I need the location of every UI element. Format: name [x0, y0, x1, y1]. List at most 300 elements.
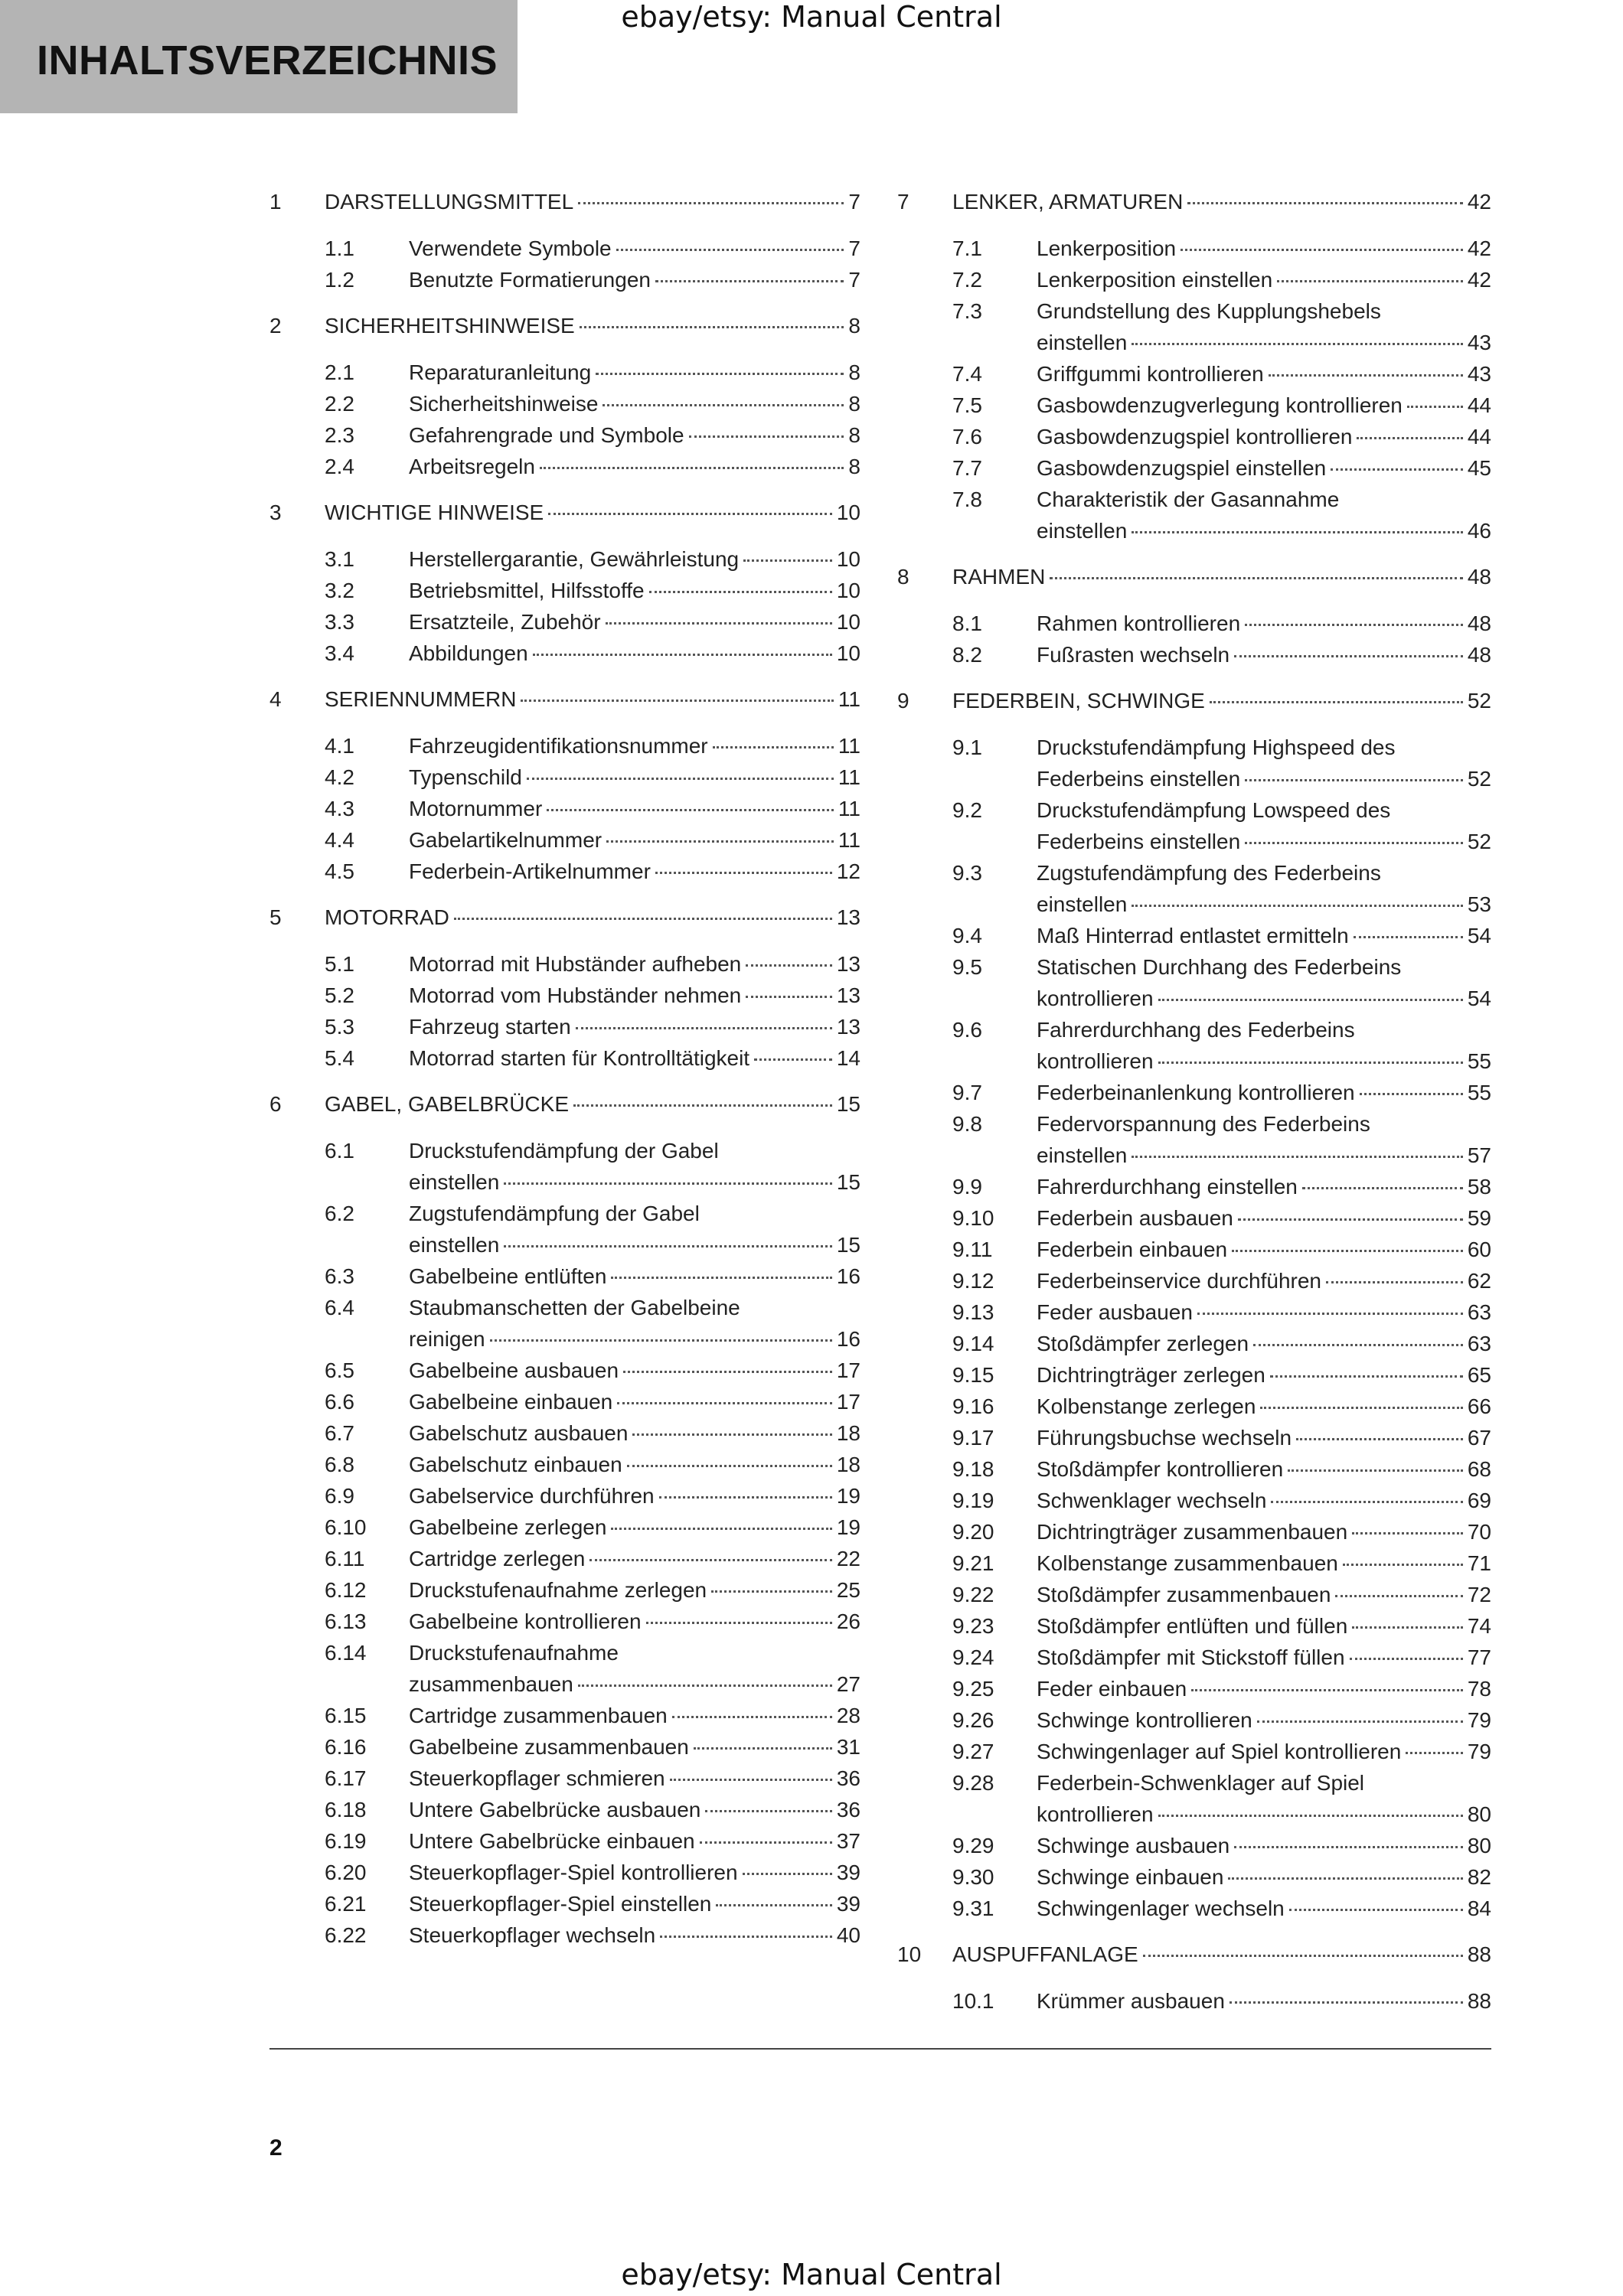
- chapter-number: 6: [269, 1092, 282, 1116]
- section-title: Gabelbeine kontrollieren: [409, 1609, 642, 1633]
- section-page: 8: [848, 423, 860, 447]
- toc-chapter-entry[interactable]: [269, 497, 860, 528]
- section-number: 9.17: [952, 1426, 994, 1450]
- toc-section-entry[interactable]: [897, 1861, 1491, 1893]
- dot-leader: [611, 1525, 831, 1530]
- section-title: Schwingenlager auf Spiel kontrollieren: [1037, 1740, 1402, 1763]
- toc-section-entry[interactable]: [897, 295, 1491, 358]
- section-title: Gabelschutz ausbauen: [409, 1421, 629, 1445]
- toc-section-entry[interactable]: [897, 1673, 1491, 1704]
- dot-leader: [1331, 465, 1463, 471]
- dot-leader: [1253, 1341, 1463, 1346]
- section-page: 54: [1467, 924, 1491, 947]
- toc-section-entry[interactable]: [269, 357, 860, 388]
- section-title: Gabelbeine entlüften: [409, 1264, 607, 1288]
- section-title: Grundstellung des Kupplungshebels: [1037, 299, 1381, 323]
- section-title: Schwenklager wechseln: [1037, 1489, 1267, 1512]
- section-number: 6.7: [325, 1421, 354, 1445]
- dot-leader: [659, 1493, 832, 1499]
- toc-section-entry[interactable]: [897, 1234, 1491, 1265]
- toc-section-entry[interactable]: [269, 1825, 860, 1857]
- dot-leader: [1245, 839, 1463, 844]
- toc-section-entry[interactable]: [269, 1261, 860, 1292]
- dot-leader: [743, 1870, 832, 1875]
- dot-leader: [1132, 902, 1463, 907]
- section-title: Gabelbeine ausbauen: [409, 1358, 619, 1382]
- toc-chapter-entry[interactable]: [269, 684, 860, 715]
- toc-section-entry[interactable]: [897, 1391, 1491, 1422]
- toc-section-entry[interactable]: [897, 639, 1491, 670]
- section-page: 36: [836, 1798, 860, 1821]
- watermark-top: ebay/etsy: Manual Central: [621, 0, 1002, 34]
- dot-leader: [1245, 776, 1463, 781]
- dot-leader: [603, 401, 844, 406]
- toc-section-list: [897, 233, 1491, 546]
- section-number: 10.1: [952, 1989, 994, 2013]
- section-page: 62: [1467, 1269, 1491, 1293]
- toc-section-entry[interactable]: [269, 1574, 860, 1606]
- section-title: Steuerkopflager wechseln: [409, 1923, 656, 1947]
- toc-section-entry[interactable]: [269, 1135, 860, 1198]
- toc-section-entry[interactable]: [269, 980, 860, 1011]
- toc-section-entry[interactable]: [897, 421, 1491, 452]
- section-title: Lenkerposition: [1037, 236, 1177, 260]
- section-title: Motorrad starten für Kontrolltätigkeit: [409, 1046, 750, 1070]
- section-number: 9.9: [952, 1175, 982, 1199]
- toc-section-entry[interactable]: [897, 1108, 1491, 1171]
- toc-section-entry[interactable]: [269, 762, 860, 793]
- section-page: 67: [1467, 1426, 1491, 1450]
- section-number: 9.8: [952, 1112, 982, 1136]
- section-page: 55: [1467, 1081, 1491, 1104]
- section-title: Federvorspannung des Federbeins: [1037, 1112, 1370, 1136]
- chapter-number: 5: [269, 905, 282, 929]
- page-number: 2: [269, 2135, 282, 2161]
- dot-leader: [1407, 403, 1463, 408]
- section-page: 82: [1467, 1865, 1491, 1889]
- toc-section-entry[interactable]: [897, 1265, 1491, 1296]
- toc-section-entry[interactable]: [269, 1857, 860, 1888]
- chapter-number: 10: [897, 1942, 922, 1966]
- toc-section-entry[interactable]: [269, 606, 860, 638]
- toc-section-entry[interactable]: [897, 1893, 1491, 1924]
- section-title: Fahrerdurchhang einstellen: [1037, 1175, 1298, 1199]
- page-title: INHALTSVERZEICHNIS: [37, 38, 498, 83]
- section-page: 27: [836, 1672, 860, 1696]
- toc-section-entry[interactable]: [269, 233, 860, 264]
- toc-section-entry[interactable]: [269, 1637, 860, 1700]
- chapter-number: 2: [269, 314, 282, 338]
- section-title: Druckstufendämpfung der Gabel: [409, 1139, 719, 1163]
- section-number: 6.15: [325, 1704, 367, 1727]
- toc-section-entry[interactable]: [897, 390, 1491, 421]
- section-number: 3.2: [325, 579, 354, 602]
- toc-section-entry[interactable]: [269, 1417, 860, 1449]
- section-number: 6.10: [325, 1515, 367, 1539]
- section-page: 39: [836, 1892, 860, 1916]
- toc-section-entry[interactable]: [897, 1579, 1491, 1610]
- section-number: 7.2: [952, 268, 982, 292]
- toc-section-entry[interactable]: [897, 1548, 1491, 1579]
- toc-chapter-entry[interactable]: [269, 311, 860, 341]
- section-title: Motorrad mit Hubständer aufheben: [409, 952, 742, 976]
- section-number: 9.22: [952, 1583, 994, 1606]
- toc-section-entry[interactable]: [897, 1516, 1491, 1548]
- toc-section-entry[interactable]: [269, 1919, 860, 1951]
- section-number: 9.2: [952, 798, 982, 822]
- dot-leader: [1350, 1655, 1463, 1660]
- section-page: 11: [838, 734, 860, 758]
- section-title: Statischen Durchhang des Federbeins: [1037, 955, 1402, 979]
- toc-section-entry[interactable]: [269, 1198, 860, 1261]
- dot-leader: [504, 1179, 832, 1185]
- toc-section-entry[interactable]: [897, 1077, 1491, 1108]
- toc-section-entry[interactable]: [269, 1480, 860, 1512]
- section-number: 4.5: [325, 859, 354, 883]
- section-number: 5.4: [325, 1046, 354, 1070]
- section-title-continued: reinigen: [409, 1327, 485, 1351]
- toc-section-list: [897, 608, 1491, 670]
- section-page: 40: [836, 1923, 860, 1947]
- dot-leader: [754, 1055, 832, 1061]
- toc-section-entry[interactable]: [897, 1328, 1491, 1359]
- section-page: 25: [836, 1578, 860, 1602]
- toc-section-entry[interactable]: [269, 1449, 860, 1480]
- section-title: Benutzte Formatierungen: [409, 268, 651, 292]
- section-page: 8: [848, 392, 860, 416]
- section-page: 57: [1467, 1143, 1491, 1167]
- toc-section-entry[interactable]: [897, 233, 1491, 264]
- toc-section-entry[interactable]: [269, 730, 860, 762]
- toc-section-entry[interactable]: [269, 1292, 860, 1355]
- dot-leader: [670, 1776, 832, 1781]
- section-page: 37: [836, 1829, 860, 1853]
- section-page: 39: [836, 1861, 860, 1884]
- section-title: Stoßdämpfer mit Stickstoff füllen: [1037, 1645, 1345, 1669]
- dot-leader: [578, 199, 844, 204]
- toc-section-entry[interactable]: [269, 1512, 860, 1543]
- toc-section-entry[interactable]: [897, 1296, 1491, 1328]
- section-number: 5.3: [325, 1015, 354, 1039]
- dot-leader: [1352, 1623, 1463, 1629]
- section-page: 18: [836, 1453, 860, 1476]
- section-number: 9.30: [952, 1865, 994, 1889]
- section-page: 43: [1467, 331, 1491, 354]
- toc-section-entry[interactable]: [897, 1830, 1491, 1861]
- section-number: 9.1: [952, 735, 982, 759]
- section-page: 7: [848, 236, 860, 260]
- dot-leader: [454, 915, 832, 920]
- section-title: Feder ausbauen: [1037, 1300, 1193, 1324]
- dot-leader: [1158, 996, 1463, 1001]
- toc-chapter-entry[interactable]: [269, 902, 860, 933]
- section-title: Krümmer ausbauen: [1037, 1989, 1225, 2013]
- toc-section-entry[interactable]: [269, 1543, 860, 1574]
- section-page: 74: [1467, 1614, 1491, 1638]
- chapter-page: 10: [836, 501, 860, 524]
- section-number: 8.1: [952, 612, 982, 635]
- section-number: 9.31: [952, 1896, 994, 1920]
- section-title: Gabelservice durchführen: [409, 1484, 655, 1508]
- section-number: 9.15: [952, 1363, 994, 1387]
- section-page: 28: [836, 1704, 860, 1727]
- dot-leader: [540, 464, 844, 469]
- section-number: 9.7: [952, 1081, 982, 1104]
- section-page: 79: [1467, 1708, 1491, 1732]
- section-title: Zugstufendämpfung des Federbeins: [1037, 861, 1381, 885]
- section-number: 9.6: [952, 1018, 982, 1042]
- toc-section-entry[interactable]: [897, 732, 1491, 794]
- toc-section-entry[interactable]: [897, 951, 1491, 1014]
- toc-section-entry[interactable]: [269, 948, 860, 980]
- section-number: 6.11: [325, 1547, 365, 1570]
- toc-section-list: [269, 1135, 860, 1951]
- section-page: 65: [1467, 1363, 1491, 1387]
- section-number: 6.16: [325, 1735, 367, 1759]
- toc-section-entry[interactable]: [897, 1704, 1491, 1736]
- section-title: Druckstufenaufnahme zerlegen: [409, 1578, 707, 1602]
- chapter-page: 8: [848, 314, 860, 338]
- toc-section-entry[interactable]: [897, 794, 1491, 857]
- section-page: 55: [1467, 1049, 1491, 1073]
- section-title: Dichtringträger zusammenbauen: [1037, 1520, 1348, 1544]
- section-title: Federbeinservice durchführen: [1037, 1269, 1321, 1293]
- toc-section-entry[interactable]: [269, 824, 860, 856]
- dot-leader: [672, 1713, 832, 1718]
- toc-section-entry[interactable]: [269, 1355, 860, 1386]
- dot-leader: [1326, 1278, 1463, 1283]
- dot-leader: [1354, 933, 1463, 938]
- section-number: 8.2: [952, 643, 982, 667]
- section-number: 6.14: [325, 1641, 367, 1665]
- section-title: Herstellergarantie, Gewährleistung: [409, 547, 740, 571]
- dot-leader: [623, 1368, 832, 1373]
- dot-leader: [606, 619, 832, 625]
- dot-leader: [521, 696, 833, 702]
- section-title: Charakteristik der Gasannahme: [1037, 488, 1340, 511]
- dot-leader: [627, 1462, 832, 1467]
- toc-section-entry[interactable]: [269, 388, 860, 419]
- toc-section-entry[interactable]: [897, 452, 1491, 484]
- section-title: Rahmen kontrollieren: [1037, 612, 1241, 635]
- toc-section-entry[interactable]: [269, 1888, 860, 1919]
- toc-section-entry[interactable]: [269, 1386, 860, 1417]
- section-number: 2.1: [325, 360, 354, 384]
- section-number: 9.26: [952, 1708, 994, 1732]
- dot-leader: [1271, 1498, 1462, 1503]
- toc-chapter-entry[interactable]: [269, 1089, 860, 1120]
- dot-leader: [711, 1587, 832, 1593]
- toc-section-entry[interactable]: [269, 1042, 860, 1074]
- toc-section-entry[interactable]: [897, 1453, 1491, 1485]
- section-title-continued: Federbeins einstellen: [1037, 767, 1241, 791]
- section-title: Stoßdämpfer zerlegen: [1037, 1332, 1249, 1355]
- dot-leader: [632, 1430, 831, 1436]
- section-title: Reparaturanleitung: [409, 360, 592, 384]
- toc-chapter-entry[interactable]: [897, 1939, 1491, 1970]
- chapter-number: 8: [897, 565, 909, 589]
- dot-leader: [746, 993, 832, 998]
- section-number: 4.3: [325, 797, 354, 820]
- toc-section-entry[interactable]: [269, 419, 860, 451]
- toc-section-entry[interactable]: [897, 264, 1491, 295]
- dot-leader: [611, 1274, 831, 1279]
- section-number: 6.13: [325, 1609, 367, 1633]
- section-number: 4.1: [325, 734, 354, 758]
- section-number: 7.4: [952, 362, 982, 386]
- toc-section-entry[interactable]: [269, 451, 860, 482]
- chapter-title: GABEL, GABELBRÜCKE: [325, 1092, 570, 1116]
- dot-leader: [1158, 1812, 1463, 1817]
- dot-leader: [646, 1619, 832, 1624]
- toc-chapter-entry[interactable]: [897, 562, 1491, 592]
- section-title: Gabelbeine zerlegen: [409, 1515, 607, 1539]
- toc-section-list: [269, 543, 860, 669]
- section-title: Gasbowdenzugspiel einstellen: [1037, 456, 1327, 480]
- toc-section-entry[interactable]: [269, 264, 860, 295]
- chapter-title: AUSPUFFANLAGE: [952, 1942, 1138, 1966]
- dot-leader: [1289, 1906, 1463, 1911]
- toc-section-entry[interactable]: [269, 1794, 860, 1825]
- dot-leader: [1270, 1372, 1463, 1378]
- section-number: 7.5: [952, 393, 982, 417]
- section-title: Federbein einbauen: [1037, 1238, 1228, 1261]
- section-title: Zugstufendämpfung der Gabel: [409, 1202, 700, 1225]
- chapter-title: DARSTELLUNGSMITTEL: [325, 190, 574, 214]
- toc-section-entry[interactable]: [897, 1642, 1491, 1673]
- toc-section-entry[interactable]: [897, 1767, 1491, 1830]
- toc-section-entry[interactable]: [269, 638, 860, 669]
- toc-section-entry[interactable]: [897, 1014, 1491, 1077]
- dot-leader: [1357, 434, 1462, 439]
- section-page: 10: [836, 610, 860, 634]
- section-title: Dichtringträger zerlegen: [1037, 1363, 1265, 1387]
- toc-section-entry[interactable]: [897, 484, 1491, 546]
- dot-leader: [1050, 574, 1463, 579]
- section-title: Gabelschutz einbauen: [409, 1453, 622, 1476]
- section-page: 78: [1467, 1677, 1491, 1701]
- section-page: 19: [836, 1515, 860, 1539]
- section-title: Ersatzteile, Zubehör: [409, 610, 601, 634]
- section-title: Griffgummi kontrollieren: [1037, 362, 1264, 386]
- section-title-continued: kontrollieren: [1037, 1802, 1154, 1826]
- dot-leader: [1228, 1874, 1462, 1880]
- section-title: Federbein-Schwenklager auf Spiel: [1037, 1771, 1365, 1795]
- toc-section-entry[interactable]: [897, 1985, 1491, 2017]
- toc-section-entry[interactable]: [897, 1422, 1491, 1453]
- dot-leader: [573, 1101, 832, 1107]
- section-page: 44: [1467, 393, 1491, 417]
- section-title: Gasbowdenzugverlegung kontrollieren: [1037, 393, 1403, 417]
- dot-leader: [1132, 340, 1463, 345]
- section-page: 18: [836, 1421, 860, 1445]
- section-title-continued: zusammenbauen: [409, 1672, 573, 1696]
- section-title: Kolbenstange zerlegen: [1037, 1394, 1256, 1418]
- toc-section-entry[interactable]: [269, 543, 860, 575]
- section-title: Maß Hinterrad entlastet ermitteln: [1037, 924, 1349, 947]
- section-page: 19: [836, 1484, 860, 1508]
- dot-leader: [1288, 1466, 1463, 1472]
- section-title: Verwendete Symbole: [409, 236, 612, 260]
- toc-section-entry[interactable]: [897, 608, 1491, 639]
- section-number: 6.5: [325, 1358, 354, 1382]
- section-page: 31: [836, 1735, 860, 1759]
- section-page: 80: [1467, 1834, 1491, 1857]
- section-page: 79: [1467, 1740, 1491, 1763]
- section-title: Fußrasten wechseln: [1037, 643, 1230, 667]
- toc-section-list: [269, 730, 860, 887]
- dot-leader: [617, 1399, 832, 1404]
- section-number: 6.22: [325, 1923, 367, 1947]
- toc-section-entry[interactable]: [897, 1610, 1491, 1642]
- toc-section-entry[interactable]: [897, 1485, 1491, 1516]
- dot-leader: [547, 806, 834, 811]
- section-title-continued: einstellen: [1037, 331, 1128, 354]
- dot-leader: [1257, 1717, 1463, 1723]
- section-number: 7.1: [952, 236, 982, 260]
- toc-section-entry[interactable]: [897, 920, 1491, 951]
- toc-section-entry[interactable]: [269, 793, 860, 824]
- section-title: Gasbowdenzugspiel kontrollieren: [1037, 425, 1353, 448]
- chapter-page: 88: [1467, 1942, 1491, 1966]
- toc-section-entry[interactable]: [897, 1202, 1491, 1234]
- section-title: Fahrzeug starten: [409, 1015, 571, 1039]
- toc-chapter-entry[interactable]: [897, 686, 1491, 716]
- section-number: 2.4: [325, 455, 354, 478]
- section-number: 9.3: [952, 861, 982, 885]
- section-title: Motornummer: [409, 797, 543, 820]
- section-title: Motorrad vom Hubständer nehmen: [409, 983, 742, 1007]
- toc-section-entry[interactable]: [897, 1359, 1491, 1391]
- dot-leader: [1352, 1529, 1463, 1534]
- dot-leader: [1277, 277, 1463, 282]
- toc-section-entry[interactable]: [897, 358, 1491, 390]
- toc-section-list: [897, 1985, 1491, 2017]
- toc-section-entry[interactable]: [897, 1171, 1491, 1202]
- section-page: 7: [848, 268, 860, 292]
- chapter-title: SERIENNUMMERN: [325, 687, 517, 711]
- section-number: 9.12: [952, 1269, 994, 1293]
- section-page: 10: [836, 579, 860, 602]
- dot-leader: [1335, 1592, 1462, 1597]
- section-title: Lenkerposition einstellen: [1037, 268, 1273, 292]
- toc-section-entry[interactable]: [269, 1763, 860, 1794]
- section-page: 48: [1467, 643, 1491, 667]
- section-title: Stoßdämpfer zusammenbauen: [1037, 1583, 1331, 1606]
- section-page: 10: [836, 641, 860, 665]
- chapter-number: 9: [897, 689, 909, 713]
- toc-section-entry[interactable]: [269, 1700, 860, 1731]
- toc-section-entry[interactable]: [897, 857, 1491, 920]
- toc-section-entry[interactable]: [269, 1731, 860, 1763]
- section-title-continued: einstellen: [1037, 519, 1128, 543]
- toc-section-entry[interactable]: [269, 1606, 860, 1637]
- toc-section-entry[interactable]: [269, 575, 860, 606]
- section-page: 53: [1467, 892, 1491, 916]
- toc-chapter-entry[interactable]: [269, 187, 860, 217]
- toc-chapter-entry[interactable]: [897, 187, 1491, 217]
- dot-leader: [1260, 1404, 1462, 1409]
- section-number: 9.10: [952, 1206, 994, 1230]
- dot-leader: [606, 837, 834, 843]
- toc-section-entry[interactable]: [269, 1011, 860, 1042]
- section-number: 2.3: [325, 423, 354, 447]
- dot-leader: [660, 1932, 832, 1938]
- toc-section-entry[interactable]: [269, 856, 860, 887]
- section-number: 7.3: [952, 299, 982, 323]
- toc-section-entry[interactable]: [897, 1736, 1491, 1767]
- dot-leader: [1234, 652, 1463, 657]
